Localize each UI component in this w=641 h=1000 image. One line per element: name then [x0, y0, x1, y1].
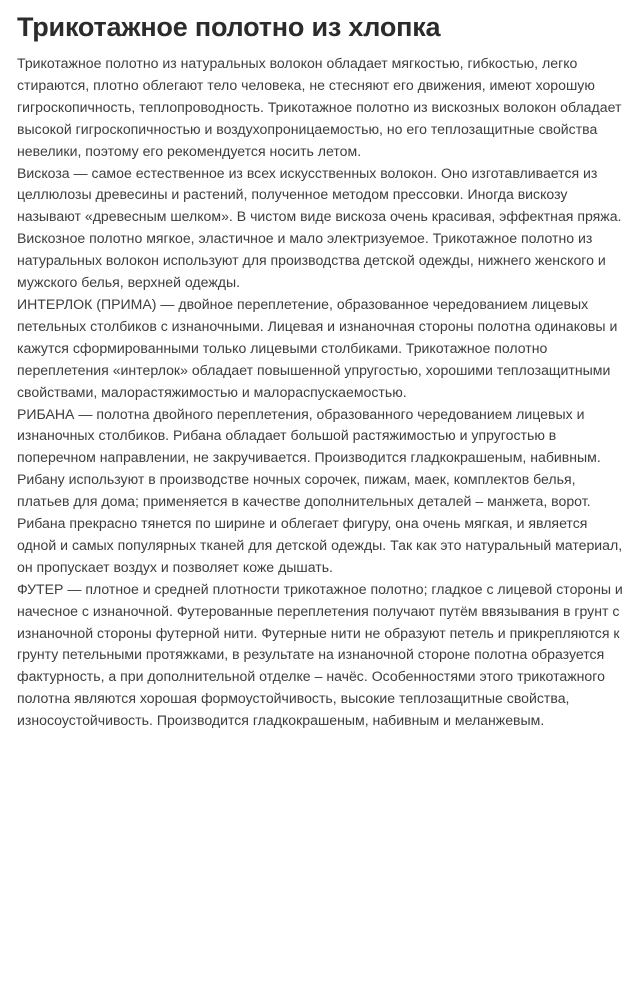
paragraph-cotton-knit: Трикотажное полотно из натуральных волокон обладает мягкостью, гибкостью, легко стираются, плотно облегают тело человека, не стесняют его движения, имеют хорошую гигроскопичность, теплопроводность. Трикотажное полотно из вискозных волокон обладает высокой гигроскопичностью и воздухопроницаемостью, но его теплозащитные свойства невелики, поэтому его рекомендуется носить летом.	[17, 55, 622, 159]
paragraph-ribana: РИБАНА — полотна двойного переплетения, образованного чередованием лицевых и изнаночных столбиков. Рибана обладает большой растяжимостью и упругостью в поперечном направлении, не закручивается. Производится гладкокрашеным, набивным. Рибану используют в производстве ночных сорочек, пижам, маек, комплектов белья, платьев для дома; применяется в качестве дополнительных деталей – манжета, ворот. Рибана прекрасно тянется по ширине и облегает фигуру, она очень мягкая, и является одной и самых популярных тканей для детской одежды. Так как это натуральный материал, он пропускает воздух и позволяет коже дышать.	[17, 405, 623, 575]
article	[17, 10, 629, 754]
paragraph-viscose: Вискоза — самое естественное из всех искусственных волокон. Оно изготавливается из целлюлозы древесины и растений, полученное методом прессовки. Иногда вискозу называют «древесным шелком». В чистом виде вискоза очень красивая, эффектная пряжа. Вискозное полотно мягкое, эластичное и мало электризуемое. Трикотажное полотно из натуральных волокон используют для производства детской одежды, нижнего женского и мужского белья, верхней одежды.	[17, 164, 622, 291]
article-body	[17, 53, 629, 754]
paragraph-interlock: ИНТЕРЛОК (ПРИМА) — двойное переплетение, образованное чередованием лицевых петельных столбиков с изнаночными. Лицевая и изнаночная стороны полотна одинаковы и кажутся сформированными только лицевыми столбиками. Трикотажное полотно переплетения «интерлок» обладает повышенной упругостью, хорошими теплозащитными свойствами, малорастяжимостью и малораспускаемостью.	[17, 295, 618, 400]
paragraph-footer: ФУТЕР — плотное и средней плотности трикотажное полотно; гладкое с лицевой стороны и начесное с изнаночной. Футерованные переплетения получают путём ввязывания в грунт с изнаночной стороны футерной нити. Футерные нити не образуют петель и прикрепляются к грунту петельными протяжками, в результате на изнаночной стороне полотна образуется фактурность, а при дополнительной отделке – начёс. Особенностями этого трикотажного полотна являются хорошая формоустойчивость, высокие теплозащитные свойства, износоустойчивость. Производится гладкокрашеным, набивным и меланжевым.	[17, 580, 623, 729]
article-title: Трикотажное полотно из хлопка	[17, 12, 441, 42]
text-fade-overlay	[17, 744, 629, 754]
